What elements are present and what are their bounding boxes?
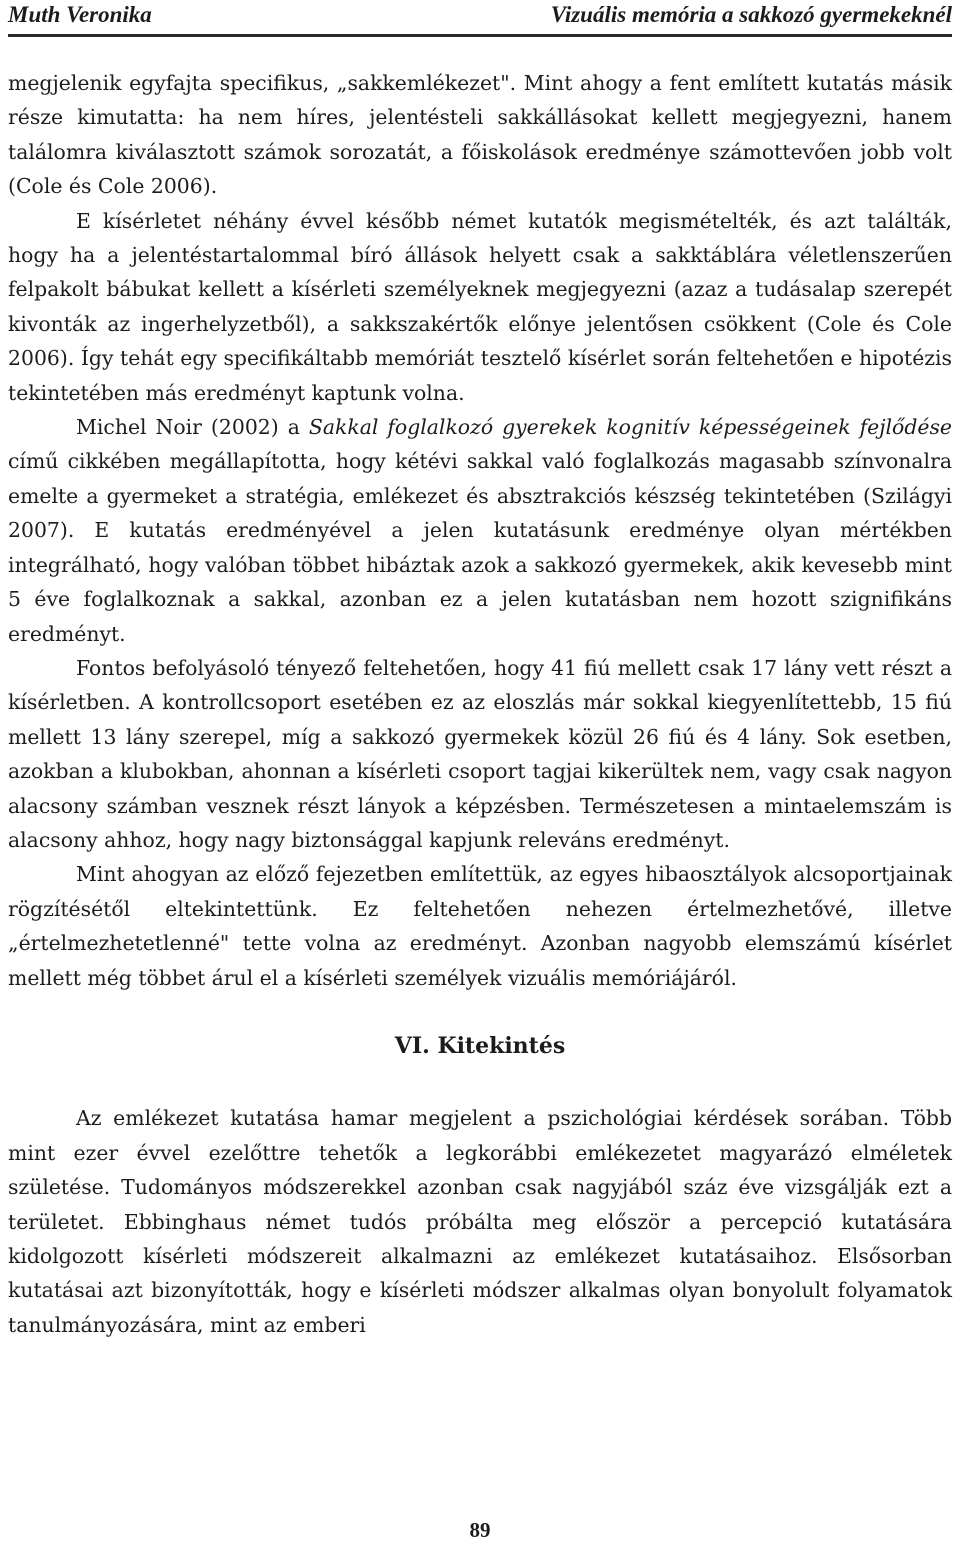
page-number: 89 bbox=[469, 1518, 491, 1542]
paragraph: megjelenik egyfajta specifikus, „sakkemlékezet". Mint ahogy a fent említett kutatás másik része kimutatta: ha nem híres, jelentésteli sakkállásokat kellett megjegyezni, hanem találomra kiválasztott számok sorozatát, a főiskolások eredménye számottevően jobb volt (Cole és Cole 2006). bbox=[8, 71, 952, 199]
header-author: Muth Veronika bbox=[8, 2, 152, 27]
running-header bbox=[8, 0, 952, 37]
paragraph-text: című cikkében megállapította, hogy kétévi sakkal való foglalkozás magasabb színvonalra emelte a gyermeket a stratégia, emlékezet és absztrakciós készség tekintetében (Szilágyi 2007). E kutatás eredményével a jelen kutatásunk eredménye olyan mértékben integrálható, hogy valóban többet hibáztak azok a sakkozó gyermekek, akik kevesebb mint 5 éve foglalkoznak a sakkal, azonban ez a jelen kutatásban nem hozott szignifikáns eredményt. bbox=[8, 449, 952, 646]
paragraph: Fontos befolyásoló tényező feltehetően, hogy 41 fiú mellett csak 17 lány vett részt a kísérletben. A kontrollcsoport esetében ez az eloszlás már sokkal kiegyenlítettebb, 15 fiú mellett 13 lány szerepel, míg a sakkozó gyermekek közül 26 fiú és 4 lány. Sok esetben, azokban a klubokban, ahonnan a kísérleti csoport tagjai kikerültek nem, vagy csak nagyon alacsony számban vesznek részt lányok a képzésben. Természetesen a mintaelemszám is alacsony ahhoz, hogy nagy biztonsággal kapjunk releváns eredményt. bbox=[8, 655, 952, 852]
paragraph: Mint ahogyan az előző fejezetben említettük, az egyes hibaosztályok alcsoportjainak rögzítésétől eltekintettünk. Ez feltehetően nehezen értelmezhetővé, illetve „értelmezhetetlenné" tette volna az eredményt. Azonban nagyobb elemszámú kísérlet mellett még többet árul el a kísérleti személyek vizuális memóriájáról. bbox=[8, 862, 952, 990]
section-heading: VI. Kitekintés bbox=[394, 1032, 566, 1059]
page-body bbox=[8, 66, 952, 1342]
paragraph: Az emlékezet kutatása hamar megjelent a pszichológiai kérdések sorában. Több mint ezer évvel ezelőttre tehetők a legkorábbi emlékezetet magyarázó elméletek születése. Tudományos módszerekkel azonban csak nagyjából száz éve vizsgálják ezt a területet. Ebbinghaus német tudós próbálta meg először a percepció kutatására kidolgozott kísérleti módszereit alkalmazni az emlékezet kutatásaihoz. Elsősorban kutatásai azt bizonyították, hogy e kísérleti módszer alkalmas olyan bonyolult folyamatok tanulmányozására, mint az emberi bbox=[8, 1106, 952, 1337]
paragraph-text: Michel Noir (2002) a bbox=[76, 415, 309, 440]
cited-article-title: Sakkal foglalkozó gyerekek kognitív képességeinek fejlődése bbox=[308, 415, 952, 440]
paragraph: E kísérletet néhány évvel később német kutatók megismételték, és azt találták, hogy ha a jelentéstartalommal bíró állások helyett csak a sakktáblára véletlenszerűen felpakolt bábukat kellett a kísérleti személyeknek megjegyezni (azaz a tudásalap szerepét kivonták az ingerhelyzetből), a sakkszakértők előnye jelentősen csökkent (Cole és Cole 2006). Így tehát egy specifikáltabb memóriát tesztelő kísérlet során feltehetően e hipotézis tekintetében más eredményt kaptunk volna. bbox=[8, 208, 952, 405]
header-title: Vizuális memória a sakkozó gyermekeknél bbox=[550, 2, 952, 27]
paragraph-noir bbox=[8, 410, 952, 651]
